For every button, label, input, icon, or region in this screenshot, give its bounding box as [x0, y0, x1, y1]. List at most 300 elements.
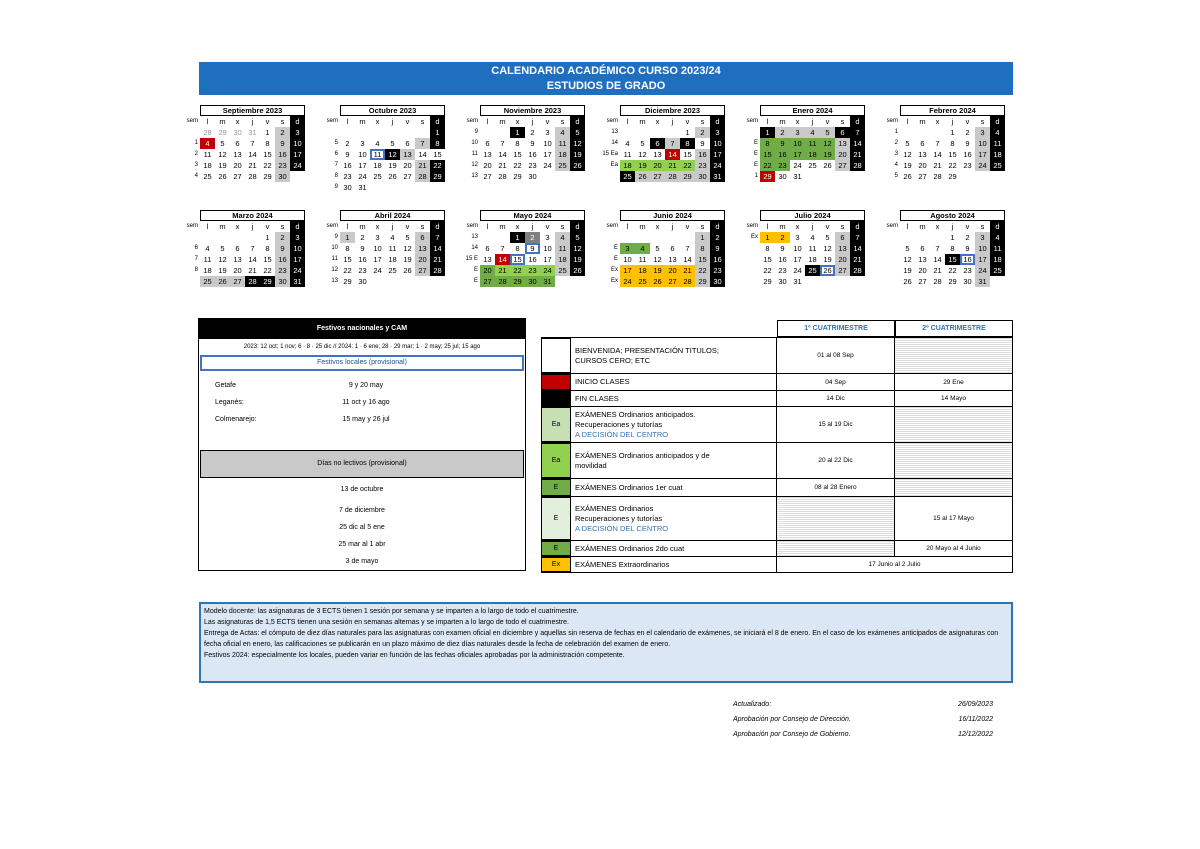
day-cell: 2: [275, 232, 290, 243]
month-grid: [620, 105, 725, 182]
day-cell: 6: [405, 139, 410, 148]
day-cell: 12: [218, 150, 227, 159]
day-cell: 2: [525, 232, 540, 243]
week-row: [620, 149, 725, 160]
day-cell: 4: [390, 233, 395, 242]
day-cell: 5: [220, 244, 225, 253]
day-cell: 3: [290, 127, 305, 138]
no-lectivo-item: 13 de octubre: [340, 486, 384, 493]
week-row: [480, 149, 585, 160]
week-row: [900, 276, 1005, 287]
day-cell: 22: [510, 265, 525, 276]
day-header: l: [766, 117, 769, 126]
day-cell: 21: [933, 161, 942, 170]
day-cell: [400, 127, 415, 138]
day-cell: [805, 276, 820, 287]
day-header: j: [811, 222, 814, 231]
day-cell: 7: [250, 244, 255, 253]
day-cell: 15: [263, 150, 272, 159]
day-cell: 30: [710, 276, 725, 287]
legend-code: Ea: [541, 407, 571, 442]
day-header-row: [760, 221, 865, 232]
week-row: [200, 254, 305, 265]
sem-column: [738, 210, 760, 276]
month-11: [878, 210, 1018, 310]
day-cell: 24: [710, 160, 725, 171]
festivos-local-header: Festivos locales (provisional): [200, 355, 524, 371]
day-cell: 25: [620, 171, 635, 182]
day-cell: 7: [850, 127, 865, 138]
day-cell: 18: [203, 161, 212, 170]
month-0: [178, 105, 318, 205]
day-cell: 20: [918, 161, 927, 170]
day-cell: 22: [948, 161, 957, 170]
legend-table: [541, 320, 1013, 573]
day-cell: 4: [805, 127, 820, 138]
day-cell: 6: [920, 244, 925, 253]
sem-value: 10: [471, 140, 478, 146]
day-header: l: [346, 222, 349, 231]
week-row: [760, 127, 865, 138]
day-cell: 10: [790, 138, 805, 149]
day-cell: 15: [763, 255, 772, 264]
day-cell: 20: [233, 266, 242, 275]
day-cell: 21: [415, 160, 430, 171]
day-cell: [975, 171, 990, 182]
legend-desc-line: EXÁMENES Ordinarios 1er cuat: [575, 482, 683, 492]
day-cell: 4: [200, 138, 215, 149]
week-row: [900, 171, 1005, 182]
month-5: [878, 105, 1018, 205]
day-cell: 20: [233, 161, 242, 170]
day-cell: 27: [835, 265, 850, 276]
day-cell: 6: [650, 138, 665, 149]
day-cell: 25: [388, 266, 397, 275]
week-row: [480, 171, 585, 182]
day-cell: 28: [498, 172, 507, 181]
day-cell: 18: [555, 149, 570, 160]
legend-q2: [895, 407, 1013, 442]
day-cell: 13: [918, 150, 927, 159]
day-cell: 11: [808, 244, 817, 253]
day-cell: 24: [543, 161, 552, 170]
month-name: Noviembre 2023: [480, 105, 585, 116]
day-cell: 7: [935, 244, 940, 253]
day-cell: 25: [990, 265, 1005, 276]
week-row: [760, 160, 865, 171]
local-name: Getafe: [215, 382, 237, 389]
day-header: m: [779, 222, 786, 231]
month-10: [738, 210, 878, 310]
day-cell: 29: [263, 172, 272, 181]
day-cell: 14: [498, 150, 507, 159]
day-cell: 23: [275, 265, 290, 276]
week-row: [620, 254, 725, 265]
week-row: [200, 160, 305, 171]
day-cell: 19: [823, 255, 832, 264]
day-header: x: [935, 222, 940, 231]
day-cell: [805, 171, 820, 182]
day-cell: 21: [680, 265, 695, 276]
sem-spacer: [458, 210, 480, 221]
day-cell: 25: [635, 276, 650, 287]
day-cell: 29: [430, 171, 445, 182]
day-cell: 12: [903, 255, 912, 264]
day-cell: 11: [638, 255, 647, 264]
day-cell: 14: [418, 150, 427, 159]
sem-value: 6: [334, 151, 338, 157]
day-cell: 9: [530, 139, 535, 148]
day-cell: 14: [430, 243, 445, 254]
day-cell: 8: [515, 139, 520, 148]
sem-value: [598, 232, 620, 243]
day-header: x: [655, 222, 660, 231]
sem-column: [738, 105, 760, 182]
day-cell: 10: [975, 243, 990, 254]
month-grid: [200, 105, 305, 182]
day-cell: [835, 171, 850, 182]
day-cell: 27: [403, 172, 412, 181]
day-cell: 7: [500, 139, 505, 148]
day-header-row: [340, 116, 445, 127]
day-cell: 15: [683, 150, 692, 159]
day-cell: 25: [555, 265, 570, 276]
day-cell: 5: [220, 139, 225, 148]
day-cell: 3: [975, 232, 990, 243]
notes-box: [199, 602, 1013, 683]
day-cell: 19: [635, 160, 650, 171]
sem-value: E: [753, 151, 758, 157]
month-1: [318, 105, 458, 205]
day-header-row: [620, 221, 725, 232]
day-cell: 13: [835, 243, 850, 254]
note-line: Festivos 2024: especialmente los locales, pueden variar en función de las fechas oficiales aprobadas por la administración competente.: [204, 652, 625, 659]
sem-value: [738, 243, 760, 254]
month-grid: [760, 105, 865, 182]
day-cell: 2: [360, 233, 365, 242]
day-cell: 29: [343, 277, 352, 286]
day-cell: 23: [528, 161, 537, 170]
day-cell: 28: [248, 172, 257, 181]
week-row: [900, 138, 1005, 149]
approval-row: [733, 712, 993, 727]
day-cell: 26: [388, 172, 397, 181]
week-row: [620, 276, 725, 287]
day-cell: 12: [570, 138, 585, 149]
day-header: s: [840, 222, 845, 231]
day-cell: [570, 276, 585, 287]
day-cell: 18: [808, 255, 817, 264]
day-header: m: [499, 222, 506, 231]
day-cell: [990, 276, 1005, 287]
sem-value: 12: [331, 267, 338, 273]
day-cell: [900, 127, 915, 138]
sem-value: [178, 232, 200, 243]
day-cell: 1: [510, 127, 525, 138]
day-cell: 3: [975, 127, 990, 138]
month-8: [458, 210, 598, 310]
legend-q1: 14 Dic: [777, 391, 895, 406]
day-cell: [635, 127, 650, 138]
day-cell: 8: [345, 244, 350, 253]
day-cell: 8: [950, 139, 955, 148]
day-cell: 11: [388, 244, 397, 253]
day-header: m: [359, 222, 366, 231]
day-cell: [680, 232, 695, 243]
day-header: x: [515, 222, 520, 231]
day-header: m: [359, 117, 366, 126]
day-cell: 23: [275, 160, 290, 171]
day-cell: [900, 232, 915, 243]
sem-spacer: [598, 105, 620, 116]
day-cell: 22: [263, 161, 272, 170]
day-cell: 25: [555, 160, 570, 171]
day-cell: 24: [793, 266, 802, 275]
no-lectivo-item: 3 de mayo: [345, 558, 379, 565]
day-cell: 7: [935, 139, 940, 148]
day-cell: [915, 232, 930, 243]
sem-spacer: [318, 210, 340, 221]
legend-q1: [777, 497, 895, 540]
day-cell: 29: [260, 276, 275, 287]
day-cell: 2: [775, 232, 790, 243]
approval-date: 26/09/2023: [957, 701, 993, 708]
month-7: [318, 210, 458, 310]
day-cell: 26: [823, 161, 832, 170]
day-cell: 16: [778, 255, 787, 264]
day-cell: 20: [665, 265, 680, 276]
local-row: [199, 394, 525, 411]
legend-q2: [895, 479, 1013, 496]
week-row: [480, 254, 585, 265]
month-name: Marzo 2024: [200, 210, 305, 221]
legend-q1: 08 al 28 Enero: [777, 479, 895, 496]
sem-spacer: [738, 210, 760, 221]
day-cell: 16: [710, 254, 725, 265]
day-cell: 9: [965, 139, 970, 148]
legend-desc: [571, 391, 777, 406]
day-cell: 2: [965, 128, 970, 137]
day-header: d: [850, 116, 865, 127]
day-header: v: [825, 222, 830, 231]
day-header: l: [206, 222, 209, 231]
month-name: Octubre 2023: [340, 105, 445, 116]
day-cell: 7: [850, 232, 865, 243]
day-cell: 17: [975, 149, 990, 160]
day-cell: 14: [248, 255, 257, 264]
day-cell: 21: [248, 266, 257, 275]
week-row: [200, 276, 305, 287]
day-cell: 22: [513, 161, 522, 170]
day-header: l: [486, 117, 489, 126]
day-cell: 11: [990, 243, 1005, 254]
day-cell: 16: [775, 149, 790, 160]
day-cell: 30: [778, 172, 787, 181]
week-row: [760, 171, 865, 182]
day-header: d: [290, 116, 305, 127]
day-cell: 1: [685, 128, 690, 137]
day-cell: 29: [680, 171, 695, 182]
day-cell: 19: [820, 149, 835, 160]
legend-q1: [777, 541, 895, 556]
day-header: l: [206, 117, 209, 126]
day-cell: 3: [545, 128, 550, 137]
day-cell: 27: [918, 172, 927, 181]
day-cell: 11: [203, 150, 212, 159]
day-cell: 27: [480, 276, 495, 287]
week-row: [340, 265, 445, 276]
day-cell: [555, 276, 570, 287]
sem-value: 3: [194, 162, 198, 168]
sem-label: sem: [606, 118, 618, 124]
day-header: s: [420, 117, 425, 126]
day-cell: 28: [680, 276, 695, 287]
day-cell: 16: [695, 149, 710, 160]
day-cell: [650, 127, 665, 138]
sem-value: 7: [194, 256, 198, 262]
sem-spacer: [738, 105, 760, 116]
day-cell: 5: [640, 139, 645, 148]
sem-value: 7: [334, 162, 338, 168]
month-name: Enero 2024: [760, 105, 865, 116]
approval-label: Actualizado:: [733, 701, 772, 708]
week-row: [760, 138, 865, 149]
day-cell: [495, 127, 510, 138]
day-cell: 9: [525, 243, 540, 254]
sem-value: E: [613, 245, 618, 251]
legend-code: E: [541, 479, 571, 496]
day-header: v: [685, 222, 690, 231]
month-4: [738, 105, 878, 205]
day-header: x: [655, 117, 660, 126]
months-row-1: [178, 105, 1018, 205]
approval-label: Aprobación por Consejo de Gobierno.: [733, 731, 851, 738]
day-cell: [620, 232, 635, 243]
day-cell: 2: [965, 233, 970, 242]
day-cell: 4: [990, 127, 1005, 138]
day-cell: 13: [918, 255, 927, 264]
day-cell: 14: [683, 255, 692, 264]
legend-desc: [571, 374, 777, 390]
month-name: Diciembre 2023: [620, 105, 725, 116]
day-cell: 26: [903, 277, 912, 286]
day-cell: 22: [695, 265, 710, 276]
day-cell: 20: [835, 149, 850, 160]
legend-code: Ea: [541, 443, 571, 478]
sem-value: [318, 127, 340, 138]
sem-column: [318, 105, 340, 193]
sem-spacer: [878, 210, 900, 221]
day-cell: 31: [793, 172, 802, 181]
day-cell: 18: [990, 149, 1005, 160]
day-header: m: [919, 117, 926, 126]
day-header: s: [560, 117, 565, 126]
day-header: d: [710, 116, 725, 127]
sem-value: 1: [754, 173, 758, 179]
day-cell: 1: [265, 128, 270, 137]
day-cell: 28: [850, 160, 865, 171]
day-cell: 21: [495, 265, 510, 276]
month-9: [598, 210, 738, 310]
day-cell: 10: [710, 138, 725, 149]
q2-header: 2º CUATRIMESTRE: [895, 320, 1013, 337]
day-cell: 20: [650, 160, 665, 171]
day-cell: 12: [403, 244, 412, 253]
week-row: [480, 232, 585, 243]
day-cell: 27: [483, 172, 492, 181]
sem-column: [458, 210, 480, 287]
day-cell: 31: [290, 276, 305, 287]
week-row: [480, 243, 585, 254]
day-cell: 5: [905, 139, 910, 148]
day-cell: 16: [960, 254, 975, 265]
day-cell: [915, 127, 930, 138]
day-cell: 30: [275, 276, 290, 287]
day-header: v: [965, 117, 970, 126]
day-cell: [495, 232, 510, 243]
day-cell: 7: [430, 232, 445, 243]
day-cell: 30: [358, 277, 367, 286]
day-cell: 1: [695, 232, 710, 243]
sem-value: Ex: [610, 278, 618, 284]
day-cell: 4: [375, 139, 380, 148]
day-cell: 25: [203, 172, 212, 181]
month-name: Agosto 2024: [900, 210, 1005, 221]
day-cell: 18: [805, 149, 820, 160]
day-header: s: [980, 222, 985, 231]
month-grid: [900, 210, 1005, 287]
day-cell: 20: [483, 161, 492, 170]
day-header: v: [265, 222, 270, 231]
day-cell: 2: [530, 128, 535, 137]
day-cell: 11: [555, 243, 570, 254]
week-row: [200, 171, 305, 182]
sem-value: 9: [334, 184, 338, 190]
day-cell: 10: [623, 255, 632, 264]
day-header: v: [685, 117, 690, 126]
day-cell: 31: [793, 277, 802, 286]
day-cell: 1: [265, 233, 270, 242]
day-cell: 16: [528, 150, 537, 159]
day-cell: 3: [290, 232, 305, 243]
day-cell: 19: [650, 265, 665, 276]
sem-spacer: [178, 210, 200, 221]
day-cell: 15: [945, 254, 960, 265]
sem-value: 14: [471, 245, 478, 251]
sem-value: 4: [194, 173, 198, 179]
day-cell: 13: [483, 255, 492, 264]
legend-row: [541, 374, 1013, 391]
day-cell: 8: [760, 138, 775, 149]
day-cell: 21: [430, 254, 445, 265]
day-cell: [355, 127, 370, 138]
sem-label: sem: [886, 118, 898, 124]
day-cell: 14: [850, 243, 865, 254]
day-cell: 23: [963, 161, 972, 170]
sem-label: sem: [746, 223, 758, 229]
day-cell: 23: [775, 160, 790, 171]
day-cell: 7: [500, 244, 505, 253]
week-row: [340, 160, 445, 171]
legend-desc-line: Recuperaciones y tutorías: [575, 419, 663, 429]
day-cell: 4: [990, 232, 1005, 243]
day-cell: [835, 276, 850, 287]
day-cell: 8: [430, 138, 445, 149]
day-cell: 5: [905, 244, 910, 253]
week-row: [760, 149, 865, 160]
day-cell: 26: [650, 276, 665, 287]
week-row: [900, 232, 1005, 243]
